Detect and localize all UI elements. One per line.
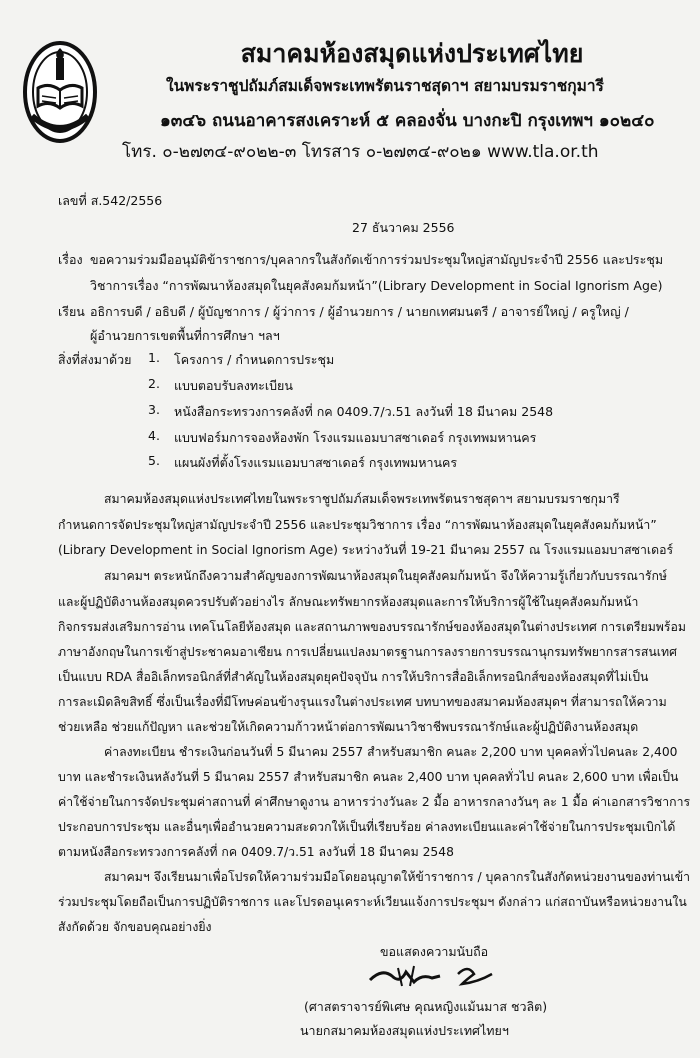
org-address: ๑๓๔๖ ถนนอาคารสงเคราะห์ ๕ คลองจั่น บางกะปิ กรุงเทพฯ ๑๐๒๔๐: [160, 111, 655, 131]
attachment-number: 3.: [148, 402, 160, 417]
body-line: สมาคมฯ จึงเรียนมาเพื่อโปรดให้ความร่วมมือโดยอนุญาตให้ข้าราชการ / บุคลากรในสังกัดหน่วยงานของท่านเข้า: [104, 870, 691, 884]
body-line: ช่วยเหลือ ช่วยแก้ปัญหา และช่วยให้เกิดความก้าวหน้าต่อการพัฒนาวิชาชีพบรรณารักษ์และผู้ปฏิบัติงานห้องสมุด: [58, 720, 639, 734]
attachment-item: แบบตอบรับลงทะเบียน: [174, 378, 293, 393]
document-number: เลขที่ ส.542/2556: [58, 193, 163, 208]
body-line: ประกอบการประชุม และอื่นๆเพื่ออำนวยความสะดวกให้เป็นที่เรียบร้อย ค่าลงทะเบียนและค่าใช้จ่ายในการประชุมเบิกได้: [58, 820, 676, 834]
attachment-item: โครงการ / กำหนดการประชุม: [174, 352, 335, 367]
attachment-item: หนังสือกระทรวงการคลังที่ กค 0409.7/ว.51 ลงวันที่ 18 มีนาคม 2548: [174, 404, 554, 419]
attachment-item: แผนผังที่ตั้งโรงแรมแอมบาสซาเดอร์ กรุงเทพมหานคร: [174, 455, 458, 470]
attachment-item: แบบฟอร์มการจองห้องพัก โรงแรมแอมบาสซาเดอร์ กรุงเทพมหานคร: [174, 430, 537, 445]
handwritten-signature: [362, 960, 512, 990]
signer-position: นายกสมาคมห้องสมุดแห่งประเทศไทยฯ: [300, 1023, 509, 1038]
closing-text: ขอแสดงความนับถือ: [380, 944, 489, 959]
attachment-number: 4.: [148, 428, 160, 443]
subject-line: ขอความร่วมมืออนุมัติข้าราชการ/บุคลากรในสังกัดเข้าการร่วมประชุมใหญ่สามัญประจำปี 2556 และประชุม: [90, 252, 664, 267]
body-line: การละเมิดลิขสิทธิ์ ซึ่งเป็นเรื่องที่มีโทษค่อนข้างรุนแรงในต่างประเทศ บทบาทของสมาคมห้องสมุดฯ ที่สามารถให้ความ: [58, 695, 667, 709]
recipient-line: อธิการบดี / อธิบดี / ผู้บัญชาการ / ผู้ว่าการ / ผู้อำนวยการ / นายกเทศมนตรี / อาจารย์ใหญ่ / ครูใหญ่ /: [90, 304, 629, 319]
recipient-label: เรียน: [58, 304, 85, 319]
document-date: 27 ธันวาคม 2556: [352, 220, 455, 235]
body-line: และผู้ปฏิบัติงานห้องสมุดควรปรับตัวอย่างไร ลักษณะทรัพยากรห้องสมุดและการให้บริการผู้ใช้ในยุคสังคมก้มหน้า: [58, 595, 639, 609]
attachment-number: 5.: [148, 453, 160, 468]
subject-label: เรื่อง: [58, 252, 83, 267]
body-line: ค่าใช้จ่ายในการจัดประชุมค่าสถานที่ ค่าศึกษาดูงาน อาหารว่างวันละ 2 มื้อ อาหารกลางวันๆ ละ 1 มื้อ ค่าเอกสารวิชาการ: [58, 795, 691, 809]
org-contact: โทร. ๐-๒๗๓๔-๙๐๒๒-๓ โทรสาร ๐-๒๗๓๔-๙๐๒๑ www.tla.or.th: [122, 142, 599, 162]
attachments-label: สิ่งที่ส่งมาด้วย: [58, 352, 132, 367]
association-logo: [22, 40, 98, 144]
body-line: สังกัดด้วย จักขอบคุณอย่างยิ่ง: [58, 920, 212, 934]
attachment-number: 2.: [148, 376, 160, 391]
body-line: สมาคมห้องสมุดแห่งประเทศไทยในพระราชูปถัมภ์สมเด็จพระเทพรัตนราชสุดาฯ สยามบรมราชกุมารี: [104, 492, 620, 506]
body-line: สมาคมฯ ตระหนักถึงความสำคัญของการพัฒนาห้องสมุดในยุคสังคมก้มหน้า จึงให้ความรู้เกี่ยวกับบรรณารักษ์: [104, 569, 668, 583]
body-line: ภาษาอังกฤษในการเข้าสู่ประชาคมอาเซียน การเปลี่ยนแปลงมาตรฐานการลงรายการบรรณานุกรมทรัพยากรสารสนเทศ: [58, 645, 677, 659]
recipient-line: ผู้อำนวยการเขตพื้นที่การศึกษา ฯลฯ: [90, 328, 280, 343]
body-line: ร่วมประชุมโดยถือเป็นการปฏิบัติราชการ และโปรดอนุเคราะห์เวียนแจ้งการประชุมฯ ดังกล่าว แก่สถาบันหรือหน่วยงานใน: [58, 895, 687, 909]
attachment-number: 1.: [148, 350, 160, 365]
body-line: (Library Development in Social Ignorism Age) ระหว่างวันที่ 19-21 มีนาคม 2557 ณ โรงแรมแอมบาสซาเดอร์: [58, 543, 674, 557]
subject-line: วิชาการเรื่อง “การพัฒนาห้องสมุดในยุคสังคมก้มหน้า”(Library Development in Social Ignorism Age): [90, 278, 663, 293]
body-line: ตามหนังสือกระทรวงการคลังที่ กค 0409.7/ว.51 ลงวันที่ 18 มีนาคม 2548: [58, 845, 454, 859]
org-name: สมาคมห้องสมุดแห่งประเทศไทย: [240, 39, 584, 68]
signer-name: (ศาสตราจารย์พิเศษ คุณหญิงแม้นมาส ชวลิต): [304, 999, 548, 1014]
org-patronage: ในพระราชูปถัมภ์สมเด็จพระเทพรัตนราชสุดาฯ สยามบรมราชกุมารี: [166, 77, 604, 95]
body-line: บาท และชำระเงินหลังวันที่ 5 มีนาคม 2557 สำหรับสมาชิก คนละ 2,400 บาท บุคคลทั่วไป คนละ 2,600 บาท เพื่อเป็น: [58, 770, 679, 784]
body-line: ค่าลงทะเบียน ชำระเงินก่อนวันที่ 5 มีนาคม 2557 สำหรับสมาชิก คนละ 2,200 บาท บุคคลทั่วไปคนละ 2,400: [104, 745, 678, 759]
body-line: กำหนดการจัดประชุมใหญ่สามัญประจำปี 2556 และประชุมวิชาการ เรื่อง “การพัฒนาห้องสมุดในยุคสังคมก้มหน้า”: [58, 518, 657, 532]
body-line: เป็นแบบ RDA สื่ออิเล็กทรอนิกส์ที่สำคัญในห้องสมุดยุคปัจจุบัน การให้บริการสื่ออิเล็กทรอนิกส์ของห้องสมุดที่ไม่เป็น: [58, 670, 649, 684]
body-line: กิจกรรมส่งเสริมการอ่าน เทคโนโลยีห้องสมุด และสถานภาพของบรรณารักษ์ของห้องสมุดในต่างประเทศ การเตรียมพร้อม: [58, 620, 687, 634]
